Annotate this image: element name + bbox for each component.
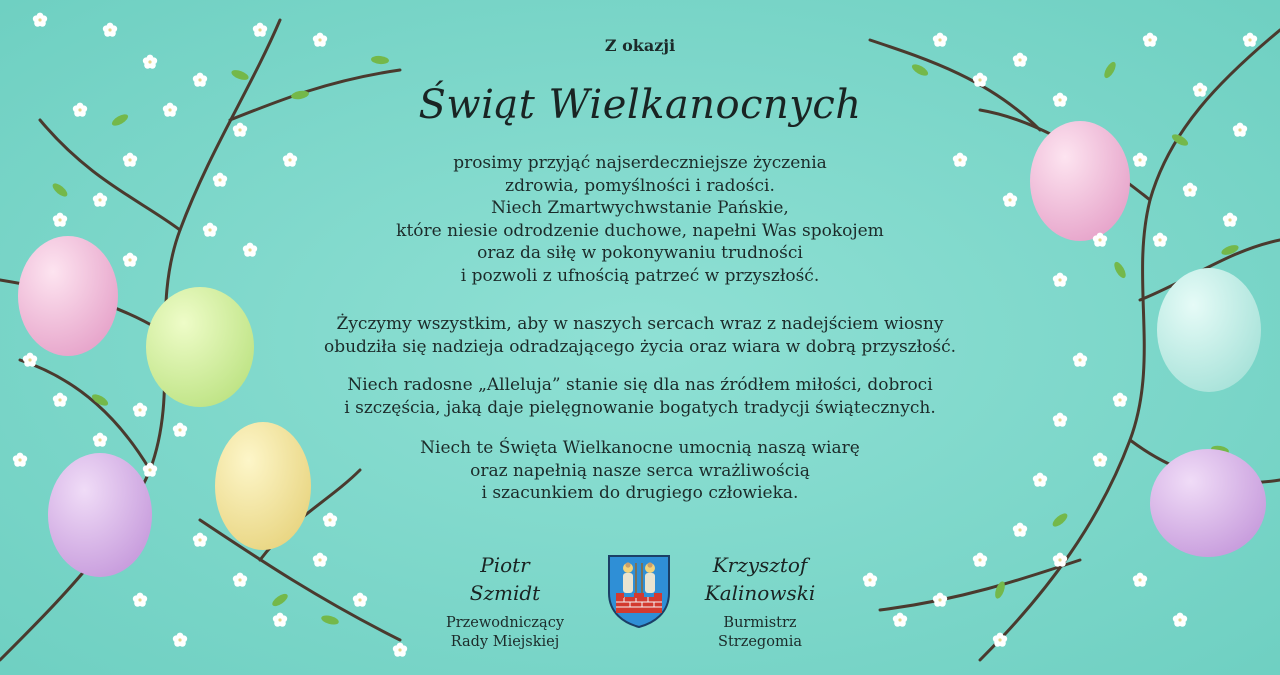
greeting-intro: Z okazji xyxy=(604,36,676,55)
signatory-left xyxy=(430,548,580,652)
text-line: które niesie odrodzenie duchowe, napełni Was spokojem xyxy=(396,220,884,241)
signatory-role-right xyxy=(685,614,835,652)
egg-mint-right xyxy=(1157,268,1261,392)
greeting-paragraph-2 xyxy=(290,313,990,358)
coat-of-arms-icon xyxy=(606,553,672,629)
text-line: i szacunkiem do drugiego człowieka. xyxy=(481,483,799,504)
role-line: Przewodniczący xyxy=(445,615,565,631)
signature-line: Szmidt xyxy=(469,581,541,605)
text-line: oraz da siłę w pokonywaniu trudności xyxy=(477,243,803,264)
egg-green-left xyxy=(146,287,254,407)
signatory-right xyxy=(685,548,835,652)
text-line: prosimy przyjąć najserdeczniejsze życzenia xyxy=(453,153,827,173)
egg-purple-left xyxy=(48,453,152,577)
egg-pink-right xyxy=(1030,121,1130,241)
greeting-title: Świąt Wielkanocnych xyxy=(418,82,862,128)
text-line: Niech Zmartwychwstanie Pańskie, xyxy=(491,198,789,219)
text-line: obudziła się nadzieja odradzającego życia oraz wiara w dobrą przyszłość. xyxy=(323,336,957,357)
greeting-paragraph-1 xyxy=(290,152,990,288)
text-line: Niech te Święta Wielkanocne umocnią naszą wiarę xyxy=(420,438,860,458)
role-line: Strzegomia xyxy=(718,634,802,650)
greeting-paragraph-3 xyxy=(290,374,990,419)
text-line: zdrowia, pomyślności i radości. xyxy=(505,175,775,196)
signatory-role-left xyxy=(430,614,580,652)
text-line: i pozwoli z ufnością patrzeć w przyszłość. xyxy=(460,265,820,286)
text-line: i szczęścia, jaką daje pielęgnowanie bogatych tradycji świątecznych. xyxy=(344,397,936,418)
signature-right xyxy=(685,548,835,614)
text-line: Niech radosne „Alleluja” stanie się dla nas źródłem miłości, dobroci xyxy=(347,375,933,395)
text-line: Życzymy wszystkim, aby w naszych sercach wraz z nadejściem wiosny xyxy=(336,314,944,334)
signature-line: Kalinowski xyxy=(704,581,816,605)
role-line: Burmistrz xyxy=(723,615,797,631)
greeting-paragraph-4 xyxy=(290,437,990,505)
signature-line: Krzysztof xyxy=(712,553,808,577)
role-line: Rady Miejskiej xyxy=(450,634,560,650)
egg-pink-left xyxy=(18,236,118,356)
greeting-card xyxy=(290,0,990,675)
text-line: oraz napełnią nasze serca wrażliwością xyxy=(470,460,810,481)
signature-left xyxy=(430,548,580,614)
signature-line: Piotr xyxy=(480,553,530,577)
egg-purple-right xyxy=(1150,449,1266,557)
